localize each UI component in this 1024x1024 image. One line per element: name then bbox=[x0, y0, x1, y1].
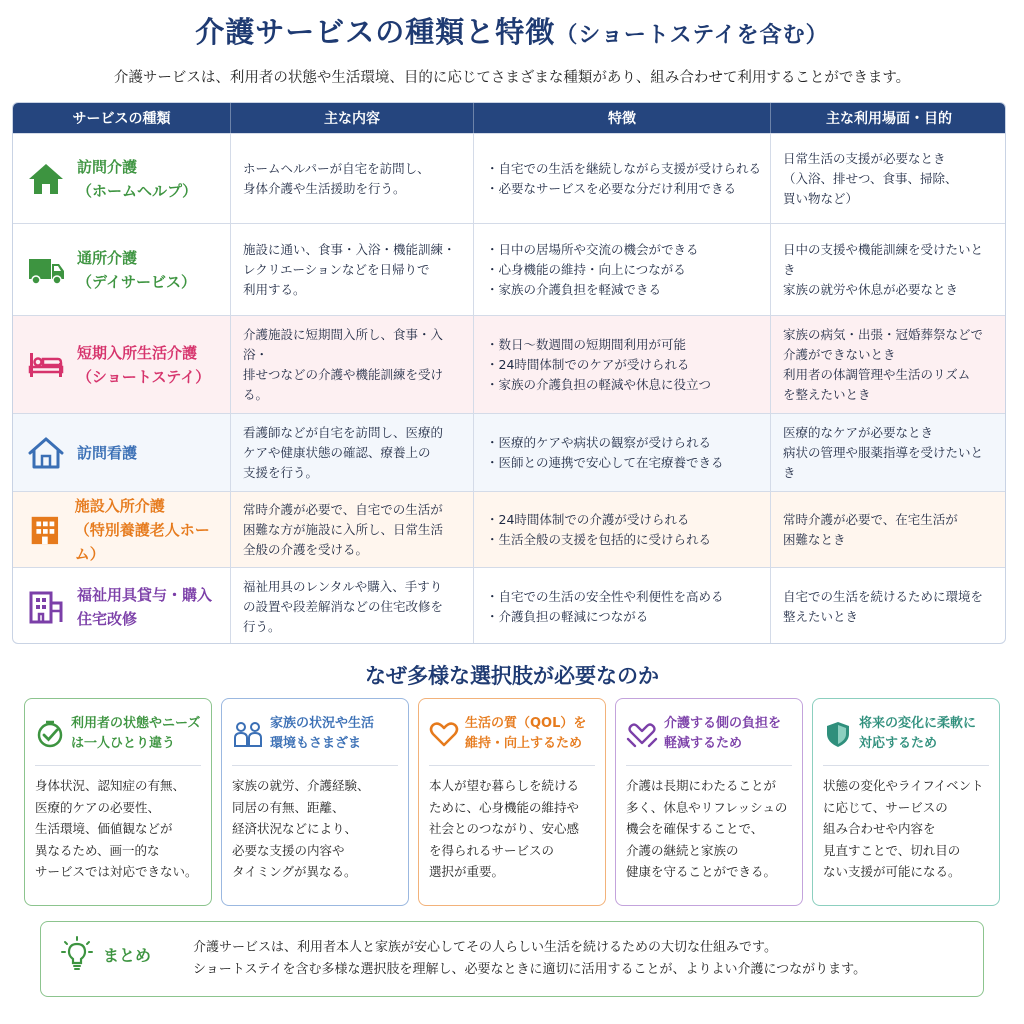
service-features bbox=[474, 568, 771, 644]
services-table bbox=[12, 102, 1006, 644]
feature-item: ・家族の介護負担の軽減や休息に役立つ bbox=[486, 376, 712, 392]
page-title-sub: （ショートステイを含む） bbox=[555, 23, 829, 48]
card-header bbox=[626, 713, 794, 755]
feature-item: ・医療的ケアや病状の観察が受けられる bbox=[486, 434, 712, 450]
service-features bbox=[474, 492, 771, 567]
section-title: なぜ多様な選択肢が必要なのか bbox=[365, 664, 659, 688]
card-divider bbox=[429, 765, 595, 766]
feature-item: ・家族の介護負担を軽減できる bbox=[486, 281, 662, 297]
heart-icon bbox=[429, 719, 459, 749]
table-row bbox=[13, 315, 1005, 413]
column-header: サービスの種類 bbox=[13, 103, 231, 133]
card-header bbox=[232, 713, 400, 755]
shield-icon bbox=[823, 719, 853, 749]
feature-item: ・心身機能の維持・向上につながる bbox=[486, 261, 686, 277]
service-name-cell bbox=[13, 568, 231, 644]
service-name: 訪問看護 bbox=[77, 443, 138, 462]
service-purpose: 日中の支援や機能訓練を受けたいとき 家族の就労や休息が必要なとき bbox=[783, 241, 984, 297]
service-name: 訪問介護 （ホームヘルプ） bbox=[77, 157, 198, 200]
page-title bbox=[0, 10, 1024, 51]
building-icon bbox=[27, 512, 63, 548]
summary-title: まとめ bbox=[103, 945, 152, 965]
card-header bbox=[35, 713, 203, 755]
house-icon bbox=[27, 161, 65, 197]
feature-item: ・生活全般の支援を包括的に受けられる bbox=[486, 531, 712, 547]
service-features bbox=[474, 414, 771, 491]
feature-item: ・自宅での生活を継続しながら支援が受けられる bbox=[486, 160, 762, 176]
reason-card bbox=[615, 698, 803, 906]
service-name-cell bbox=[13, 316, 231, 413]
feature-item: ・日中の居場所や交流の機会ができる bbox=[486, 241, 699, 257]
card-title: 生活の質（QOL）を 維持・向上するため bbox=[465, 716, 587, 751]
summary-label bbox=[61, 936, 151, 972]
service-name-cell bbox=[13, 224, 231, 315]
service-name: 施設入所介護 （特別養護老人ホーム） bbox=[74, 496, 210, 563]
service-content: 介護施設に短期間入所し、食事・入浴・ 排せつなどの介護や機能訓練を受ける。 bbox=[231, 316, 474, 413]
service-name: 福祉用具貸与・購入 住宅改修 bbox=[77, 585, 213, 628]
card-divider bbox=[626, 765, 792, 766]
card-title: 将来の変化に柔軟に 対応するため bbox=[859, 716, 977, 751]
service-content: ホームヘルパーが自宅を訪問し、 身体介護や生活援助を行う。 bbox=[231, 134, 474, 223]
card-divider bbox=[35, 765, 201, 766]
column-header: 特徴 bbox=[474, 103, 771, 133]
equipment-icon bbox=[27, 589, 65, 625]
service-features bbox=[474, 224, 771, 315]
service-purpose: 常時介護が必要で、在宅生活が 困難なとき bbox=[783, 511, 958, 547]
service-name-cell bbox=[13, 134, 231, 223]
service-purpose: 日常生活の支援が必要なとき （入浴、排せつ、食事、掃除、 買い物など） bbox=[783, 150, 958, 206]
bed-icon bbox=[27, 349, 65, 381]
card-body: 状態の変化やライフイベント に応じて、サービスの 組み合わせや内容を 見直すことで、切れ目の ない支援が可能になる。 bbox=[823, 778, 984, 879]
van-icon bbox=[27, 253, 65, 287]
home-outline-icon bbox=[27, 435, 65, 471]
family-icon bbox=[232, 719, 264, 749]
summary-text: 介護サービスは、利用者本人と家族が安心してその人らしい生活を続けるための大切な仕組みです。 ショートステイを含む多様な選択肢を理解し、必要なときに適切に活用することが、よりよい介護につながります。 bbox=[193, 940, 867, 977]
service-content: 常時介護が必要で、自宅での生活が 困難な方が施設に入所し、日常生活 全般の介護を受ける。 bbox=[231, 492, 474, 567]
service-purpose: 家族の病気・出張・冠婚葬祭などで 介護ができないとき 利用者の体調管理や生活のリズム を整えたいとき bbox=[783, 326, 984, 402]
column-header: 主な内容 bbox=[231, 103, 474, 133]
card-body: 本人が望む暮らしを続ける ために、心身機能の維持や 社会とのつながり、安心感 を得られるサービスの 選択が重要。 bbox=[429, 778, 580, 879]
service-features bbox=[474, 316, 771, 413]
card-body: 家族の就労、介護経験、 同居の有無、距離、 経済状況などにより、 必要な支援の内容や タイミングが異なる。 bbox=[232, 778, 370, 879]
reason-card bbox=[24, 698, 212, 906]
card-title: 介護する側の負担を 軽減するため bbox=[664, 716, 782, 751]
column-header: 主な利用場面・目的 bbox=[826, 111, 952, 127]
service-purpose: 医療的なケアが必要なとき 病状の管理や服薬指導を受けたいとき bbox=[783, 424, 984, 480]
feature-item: ・介護負担の軽減につながる bbox=[486, 608, 649, 624]
check-shield-icon bbox=[35, 719, 65, 749]
intro-text: 介護サービスは、利用者の状態や生活環境、目的に応じてさまざまな種類があり、組み合わせて利用することができます。 bbox=[113, 70, 911, 86]
reason-card bbox=[221, 698, 409, 906]
page-title-main: 介護サービスの種類と特徴 bbox=[195, 15, 556, 49]
table-row bbox=[13, 223, 1005, 315]
card-title: 家族の状況や生活 環境もさまざま bbox=[270, 716, 375, 751]
service-name-cell bbox=[13, 492, 231, 567]
lightbulb-icon bbox=[61, 936, 93, 972]
service-name: 通所介護 （デイサービス） bbox=[77, 248, 196, 291]
reason-card bbox=[418, 698, 606, 906]
feature-item: ・自宅での生活の安全性や利便性を高める bbox=[486, 588, 724, 604]
service-content: 看護師などが自宅を訪問し、医療的 ケアや健康状態の確認、療養上の 支援を行う。 bbox=[231, 414, 474, 491]
card-body: 介護は長期にわたることが 多く、休息やリフレッシュの 機会を確保することで、 介護の継続と家族の 健康を守ることができる。 bbox=[626, 778, 788, 879]
table-header bbox=[13, 103, 1005, 133]
service-purpose: 自宅での生活を続けるために環境を 整えたいとき bbox=[783, 588, 984, 624]
service-name: 短期入所生活介護 （ショートステイ） bbox=[77, 343, 211, 386]
reason-card bbox=[812, 698, 1000, 906]
card-title: 利用者の状態やニーズ は一人ひとり違う bbox=[71, 716, 201, 751]
service-features bbox=[474, 134, 771, 223]
feature-item: ・医師との連携で安心して在宅療養できる bbox=[486, 454, 724, 470]
feature-item: ・24時間体制でのケアが受けられる bbox=[486, 356, 690, 372]
table-row bbox=[13, 491, 1005, 567]
card-header bbox=[823, 713, 991, 755]
feature-item: ・必要なサービスを必要な分だけ利用できる bbox=[486, 180, 737, 196]
card-body: 身体状況、認知症の有無、 医療的ケアの必要性、 生活環境、価値観などが 異なるため、画一的な サービスでは対応できない。 bbox=[35, 778, 198, 879]
table-row bbox=[13, 133, 1005, 223]
feature-item: ・数日～数週間の短期間利用が可能 bbox=[486, 336, 687, 352]
handshake-heart-icon bbox=[626, 719, 658, 749]
service-content: 福祉用具のレンタルや購入、手すり の設置や段差解消などの住宅改修を 行う。 bbox=[231, 568, 474, 644]
service-name-cell bbox=[13, 414, 231, 491]
service-content: 施設に通い、食事・入浴・機能訓練・ レクリエーションなどを日帰りで 利用する。 bbox=[231, 224, 474, 315]
table-row bbox=[13, 567, 1005, 644]
card-divider bbox=[232, 765, 398, 766]
table-row bbox=[13, 413, 1005, 491]
card-header bbox=[429, 713, 597, 755]
feature-item: ・24時間体制での介護が受けられる bbox=[486, 511, 690, 527]
card-divider bbox=[823, 765, 989, 766]
summary-box bbox=[40, 921, 984, 997]
